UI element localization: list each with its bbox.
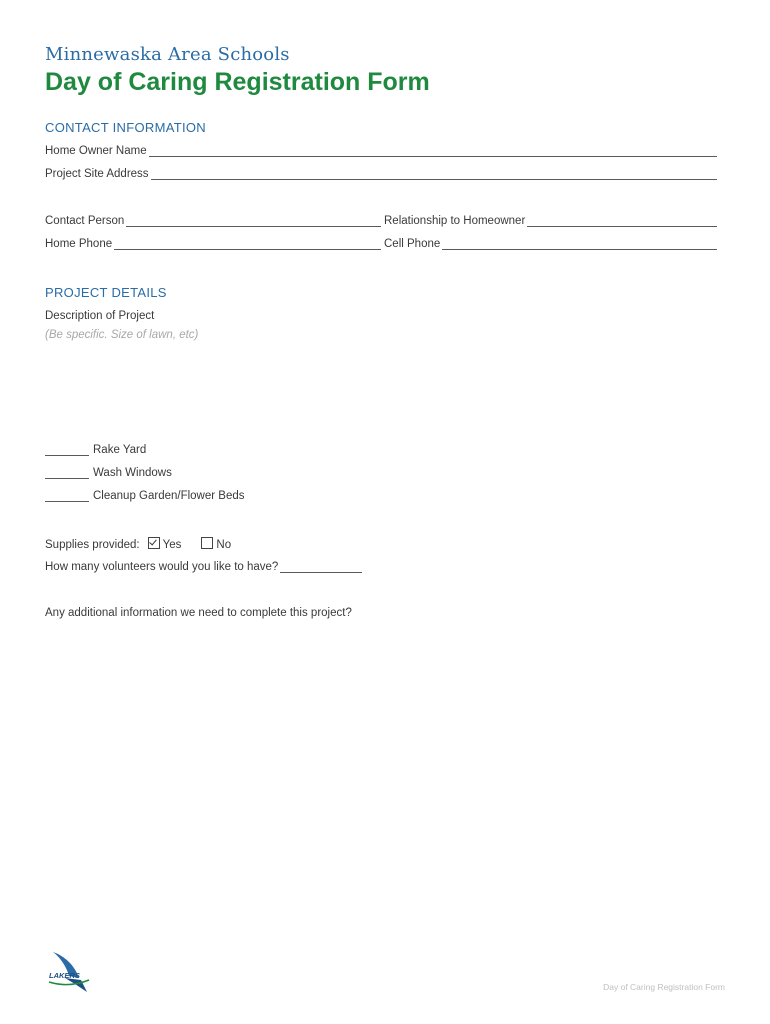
task-item[interactable] [45,467,172,479]
home-owner-name-line[interactable] [149,146,717,157]
task-label: Wash Windows [93,467,172,479]
task-label: Rake Yard [93,444,147,456]
home-phone-line[interactable] [114,239,381,250]
school-name: Minnewaska Area Schools [45,44,290,65]
description-hint: (Be specific. Size of lawn, etc) [45,329,199,341]
form-title: Day of Caring Registration Form [45,68,430,96]
logo-wave-line [49,980,89,985]
task-item[interactable] [45,490,245,502]
additional-info-label: Any additional information we need to complete this project? [45,607,352,619]
home-phone-label: Home Phone [45,238,113,250]
task-blank[interactable] [45,445,89,456]
relationship-line[interactable] [527,216,717,227]
volunteers-question: How many volunteers would you like to have? [45,561,279,573]
project-site-address-line[interactable] [151,169,717,180]
contact-person-field[interactable] [45,215,381,227]
volunteers-row[interactable] [45,561,362,573]
relationship-field[interactable] [384,215,717,227]
supplies-no-label: No [216,539,232,551]
cell-phone-field[interactable] [384,238,717,250]
cell-phone-line[interactable] [442,239,717,250]
cell-phone-label: Cell Phone [384,238,441,250]
contact-person-line[interactable] [126,216,381,227]
home-owner-name-field[interactable] [45,145,717,157]
relationship-label: Relationship to Homeowner [384,215,526,227]
volunteers-line[interactable] [280,562,362,573]
task-label: Cleanup Garden/Flower Beds [93,490,245,502]
supplies-label: Supplies provided: [45,539,140,551]
project-section-heading: PROJECT DETAILS [45,285,167,300]
project-site-address-field[interactable] [45,168,717,180]
home-owner-name-label: Home Owner Name [45,145,147,157]
project-site-address-label: Project Site Address [45,168,149,180]
task-blank[interactable] [45,468,89,479]
supplies-no-checkbox[interactable] [201,537,213,549]
home-phone-field[interactable] [45,238,381,250]
task-blank[interactable] [45,491,89,502]
footer-label: Day of Caring Registration Form [603,982,725,992]
contact-section-heading: CONTACT INFORMATION [45,120,206,135]
lakers-logo [45,948,93,994]
task-item[interactable] [45,444,146,456]
description-label: Description of Project [45,310,155,322]
supplies-yes-checkbox[interactable] [148,537,160,549]
supplies-row [45,537,231,551]
contact-person-label: Contact Person [45,215,125,227]
logo-text: LAKERS [49,971,80,980]
supplies-yes-label: Yes [162,539,182,551]
